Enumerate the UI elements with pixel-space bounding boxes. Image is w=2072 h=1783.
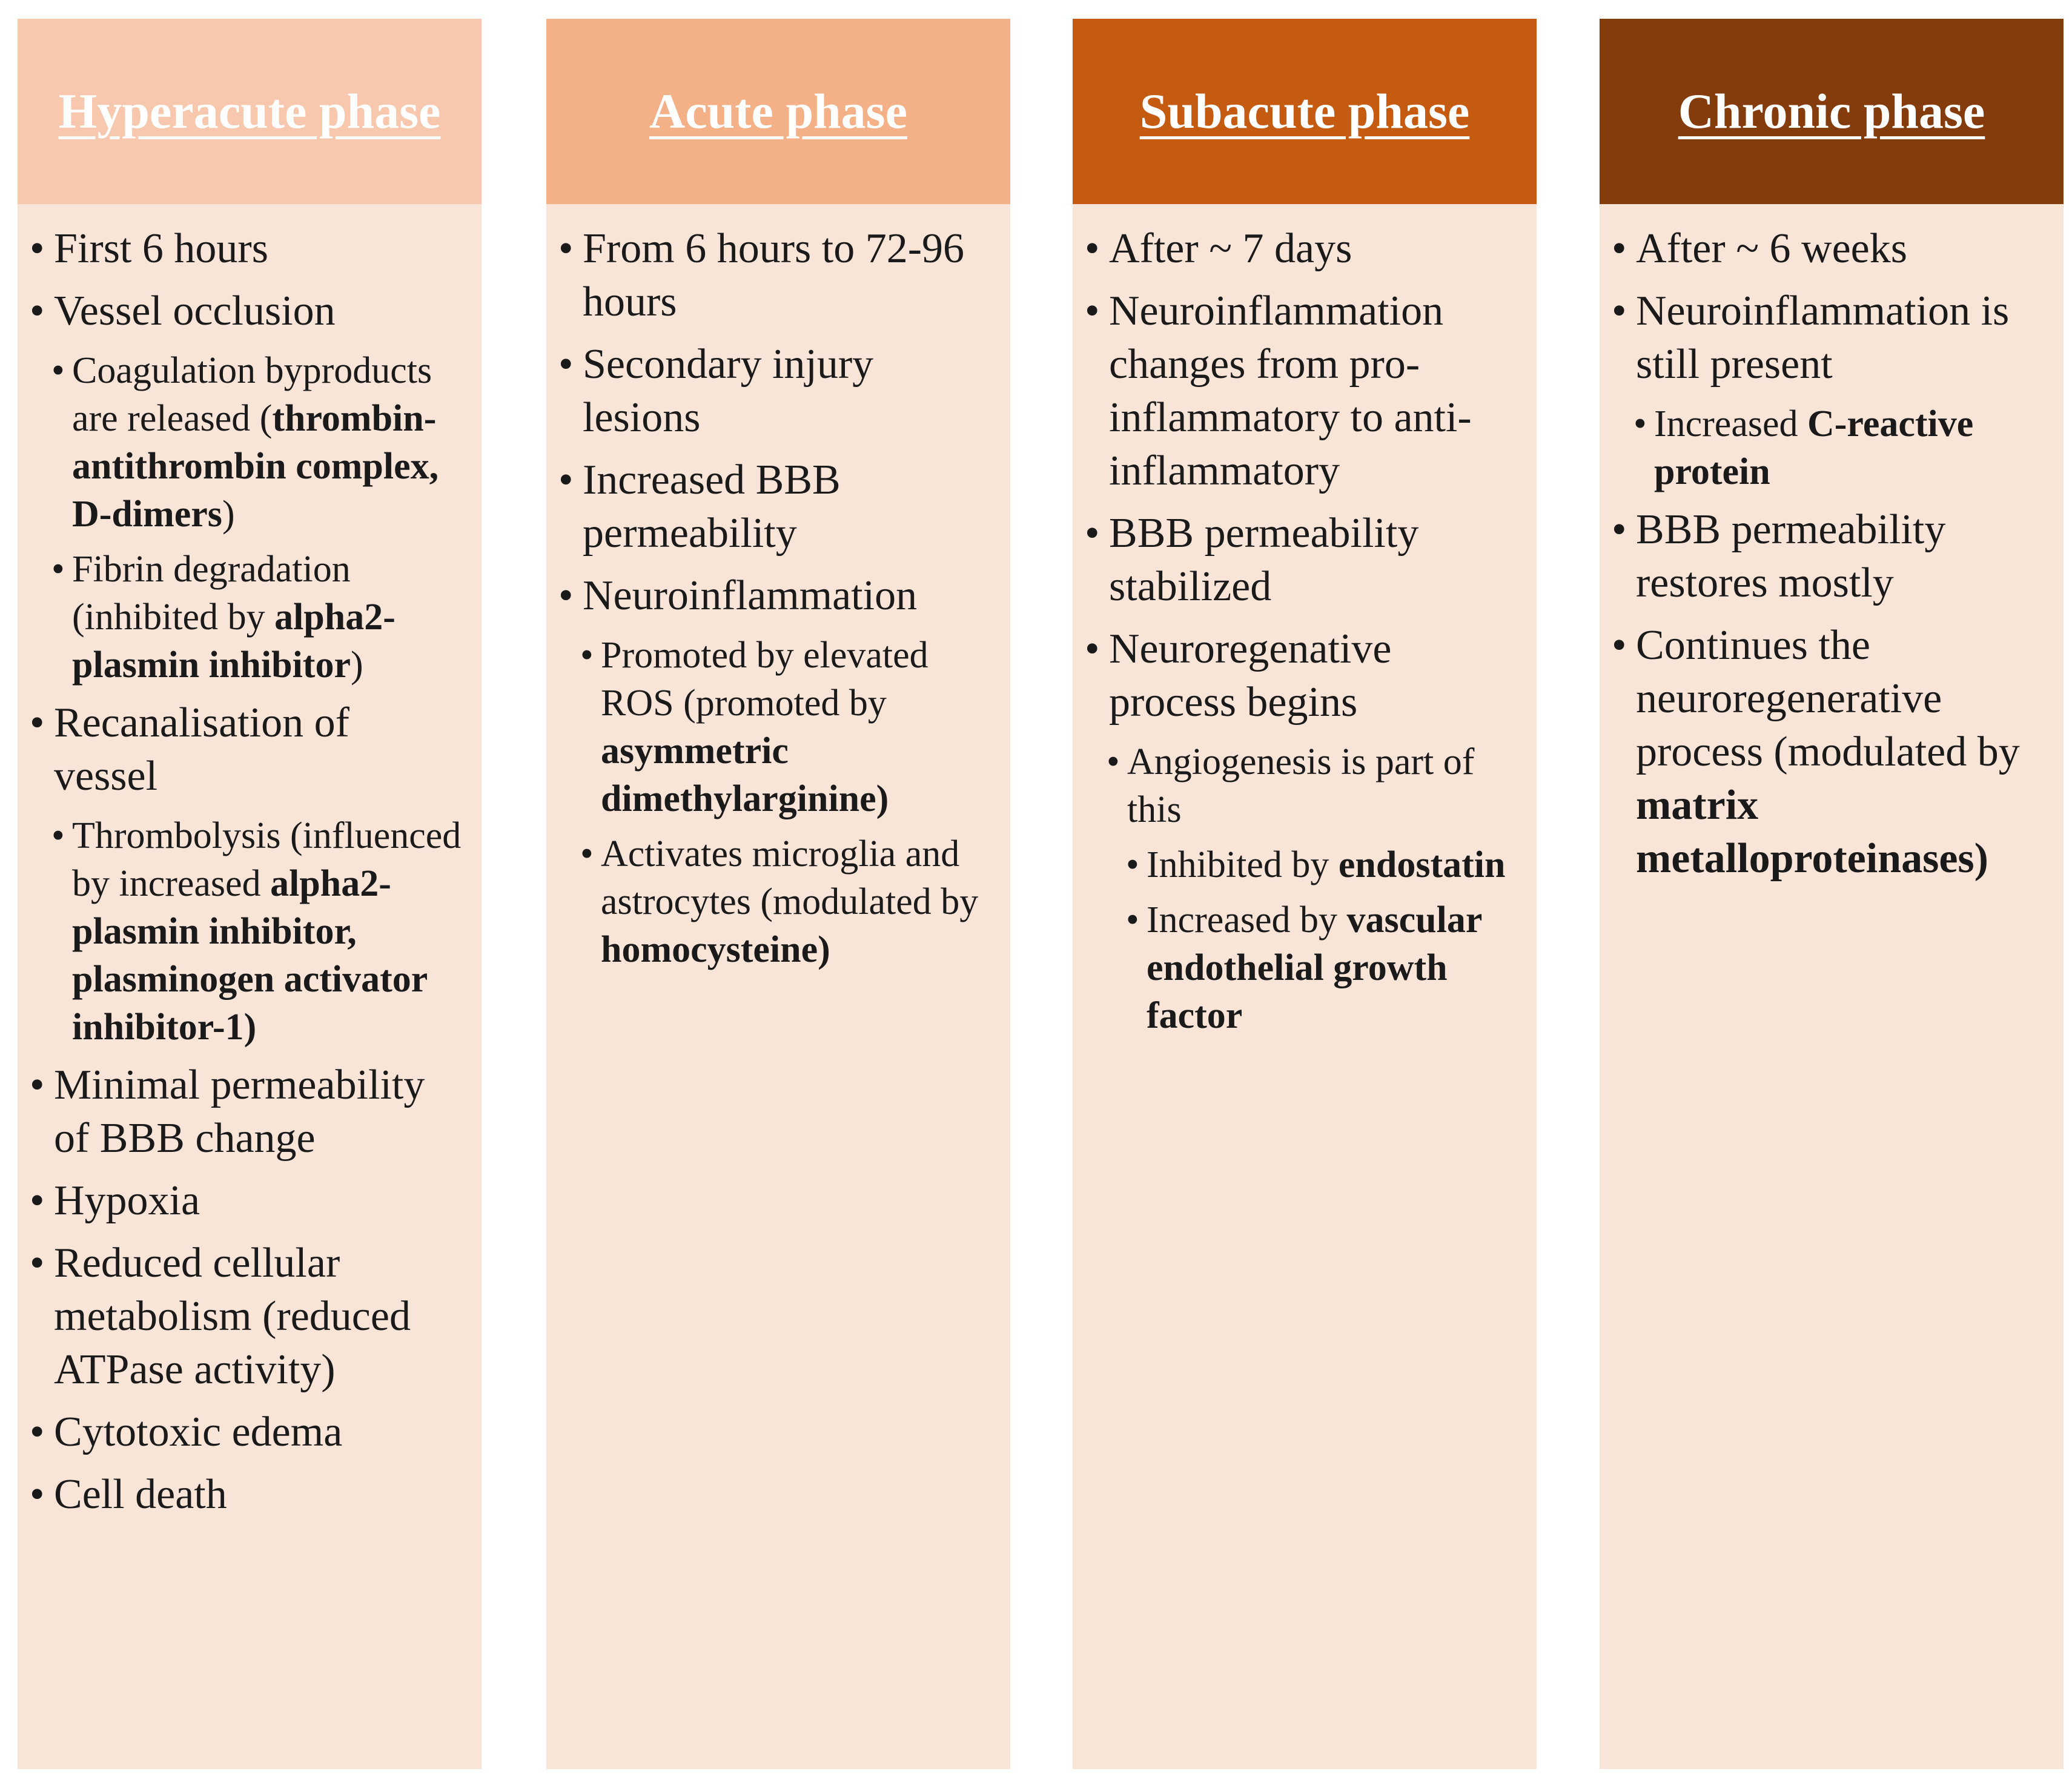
bold-term: endostatin <box>1338 844 1506 885</box>
bullet-item <box>1636 619 2045 885</box>
bullet-text: After ~ 6 weeks <box>1636 225 1907 272</box>
bullet-item <box>1109 285 1518 498</box>
bullet-text: Angiogenesis is part of this <box>1127 741 1475 830</box>
column-acute <box>546 19 1010 1769</box>
bullet-text: First 6 hours <box>54 225 268 272</box>
bullet-text: BBB permeability stabilized <box>1109 510 1419 610</box>
bullet-text: Increased <box>1654 403 1807 445</box>
phase-list <box>1073 204 1537 1040</box>
bullet-item <box>54 696 463 803</box>
bold-term: matrix metalloproteinases) <box>1636 782 1988 882</box>
bullet-item <box>583 454 992 560</box>
bold-term: vascular endothelial growth factor <box>1147 899 1482 1036</box>
column-chronic <box>1600 19 2064 1769</box>
bullet-text: Cell death <box>54 1471 227 1518</box>
bullet-item <box>54 222 463 276</box>
bullet-text: Secondary injury lesions <box>583 341 874 441</box>
bold-term: asymmetric dimethylarginine) <box>601 730 889 819</box>
phase-title: Subacute phase <box>1139 84 1470 139</box>
bullet-text: Increased by <box>1147 899 1347 941</box>
bullet-text: Minimal permeability of BBB change <box>54 1062 425 1162</box>
bullet-item <box>1109 507 1518 614</box>
bullet-text: Coagulation byproducts are released ( <box>72 350 432 439</box>
column-hyperacute <box>18 19 482 1769</box>
bold-term: C-reactive protein <box>1654 403 1974 492</box>
bullet-item <box>54 1468 463 1521</box>
phase-title: Hyperacute phase <box>58 84 441 139</box>
bullet-item <box>601 632 992 823</box>
bullet-item <box>1654 400 2045 496</box>
bullet-text: Neuroinflammation is still present <box>1636 288 2010 388</box>
column-subacute <box>1073 19 1537 1769</box>
bullet-item <box>1636 285 2045 391</box>
bullet-item <box>54 285 463 338</box>
bullet-text: ) <box>222 494 235 535</box>
bullet-text: Cytotoxic edema <box>54 1409 343 1455</box>
phase-title: Acute phase <box>649 84 907 139</box>
bullet-text: Neuroinflammation <box>583 572 918 619</box>
bullet-text: Reduced cellular metabolism (reduced ATPase activity) <box>54 1240 411 1393</box>
bullet-item <box>72 812 463 1051</box>
phase-header <box>1600 19 2064 204</box>
bullet-text: Neuroinflammation changes from pro-inflammatory to anti-inflammatory <box>1109 288 1472 494</box>
bold-term: thrombin-antithrombin complex, D-dimers <box>72 398 439 535</box>
bullet-item <box>1636 503 2045 610</box>
bold-term: homocysteine) <box>601 929 830 970</box>
phase-header <box>1073 19 1537 204</box>
bullet-item <box>583 569 992 623</box>
phase-header <box>546 19 1010 204</box>
bullet-text: Continues the neuroregenerative process (modulated by <box>1636 622 2020 775</box>
phase-list <box>546 204 1010 974</box>
bullet-text: Promoted by elevated ROS (promoted by <box>601 635 928 724</box>
bullet-text: Hypoxia <box>54 1177 200 1224</box>
bullet-text: After ~ 7 days <box>1109 225 1352 272</box>
bullet-text: BBB permeability restores mostly <box>1636 506 1946 606</box>
bullet-item <box>1109 222 1518 276</box>
bullet-item <box>583 222 992 329</box>
bullet-item <box>583 338 992 445</box>
bullet-text: Fibrin degradation (inhibited by <box>72 549 351 638</box>
bullet-item <box>72 546 463 689</box>
bullet-item <box>1109 623 1518 729</box>
bullet-item <box>54 1174 463 1228</box>
bullet-text: Vessel occlusion <box>54 288 336 334</box>
bullet-text: ) <box>350 644 363 686</box>
bullet-item <box>54 1237 463 1397</box>
bullet-item <box>72 347 463 538</box>
bold-term: alpha2-plasmin inhibitor, plasminogen activator inhibitor-1) <box>72 863 428 1048</box>
bullet-item <box>54 1059 463 1165</box>
bullet-item <box>601 830 992 974</box>
bullet-item <box>1127 738 1518 834</box>
phase-title: Chronic phase <box>1678 84 1985 139</box>
bullet-item <box>1147 896 1518 1040</box>
bullet-text: Increased BBB permeability <box>583 457 841 557</box>
bullet-text: Thrombolysis (influenced by increased <box>72 815 462 904</box>
phase-header <box>18 19 482 204</box>
bullet-text: Recanalisation of vessel <box>54 700 349 799</box>
phase-list <box>18 204 482 1521</box>
bullet-item <box>1636 222 2045 276</box>
bullet-item <box>1147 841 1518 889</box>
bullet-text: From 6 hours to 72-96 hours <box>583 225 964 325</box>
bullet-text: Inhibited by <box>1147 844 1339 885</box>
bullet-text: Activates microglia and astrocytes (modulated by <box>601 833 979 922</box>
bold-term: alpha2-plasmin inhibitor <box>72 597 396 686</box>
bullet-item <box>54 1406 463 1459</box>
bullet-text: Neuroregenative process begins <box>1109 626 1392 726</box>
phase-list <box>1600 204 2064 885</box>
